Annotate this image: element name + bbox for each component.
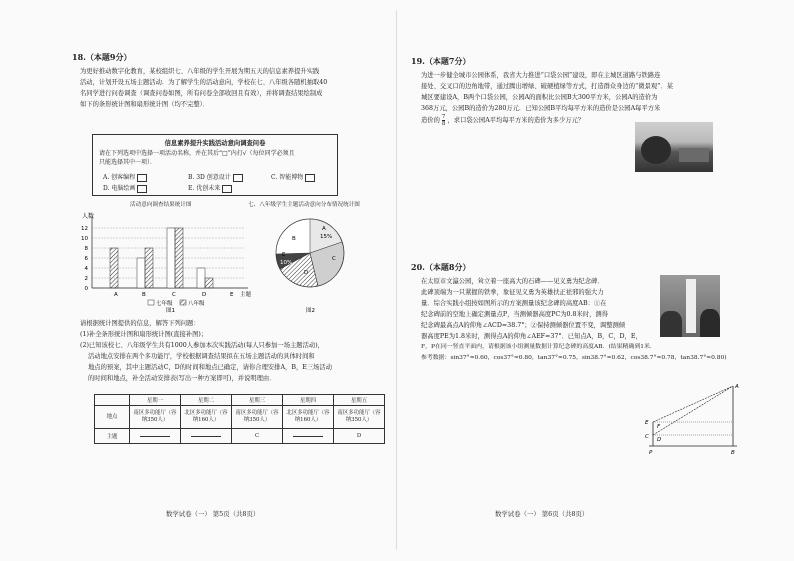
checkbox-icon	[137, 174, 147, 182]
bar-chart-title: 活动意向调查结果统计图	[130, 202, 192, 208]
survey-option-b: B. 3D 创意设计	[188, 172, 243, 182]
survey-option-e: E. 优创未来	[188, 183, 232, 193]
q20-line: 纪念碑最高点A的仰角∠ACD=38.7°；②保持测倾器位置不变，调整测倾	[421, 322, 626, 329]
table-cell: 北区多功能厅（容纳160人）	[181, 406, 232, 429]
q18-intro-line: 名同学进行问卷调查（调查问卷如图，所有问卷全部收回且有效），并将调查结果绘制成	[80, 90, 323, 97]
survey-instruction-1: 请在下列选项中选择一项活动名称，并在其后“□”内打√（每位同学必须且	[99, 150, 295, 157]
bar-chart-caption: 图1	[166, 308, 175, 313]
bar	[110, 248, 118, 288]
checkbox-icon	[137, 185, 147, 193]
y-tick-label: 0	[84, 286, 88, 292]
bar	[137, 258, 145, 288]
pie-label: D	[304, 270, 309, 276]
page-footer: 数学试卷（一） 第5页（共8页）	[166, 510, 260, 518]
q20-line: 在太原市文瀛公园，耸立着一座高大的石碑——见义勇为纪念碑．	[421, 278, 604, 285]
q18-intro-line: 如下的条形统计图和扇形统计图（均不完整）．	[80, 101, 210, 108]
legend-swatch	[148, 300, 154, 305]
table-cell: 北区多功能厅（容纳160人）	[283, 406, 334, 429]
sight-line	[653, 386, 733, 435]
pie-label: E	[282, 252, 286, 258]
park-photo	[635, 122, 713, 172]
y-tick-label: 2	[84, 276, 88, 282]
bar	[175, 228, 183, 288]
q19-line: 为进一步健全城市公园体系，我省大力推进“口袋公园”建设，即在主城区道路与铁路连	[421, 72, 661, 79]
survey-instruction-2: 只能选择其中一项）．	[99, 159, 157, 166]
geometry-figure	[637, 380, 747, 458]
survey-box	[92, 134, 338, 196]
pie-label: 15%	[320, 234, 333, 240]
x-tick-label: A	[114, 292, 118, 298]
y-tick-label: 4	[84, 266, 88, 272]
point-label: D	[657, 437, 662, 443]
q20-body-top	[421, 276, 653, 342]
q20-body-bottom	[421, 342, 767, 364]
x-axis-label: 主题	[240, 292, 252, 298]
q19-line: 城区要建设A，B两个口袋公园，公园A的面积比公园B大300平方米，公园A的造价为	[421, 94, 658, 101]
pie-chart-title: 七、八年级学生主题活动意向分布情况统计图	[248, 202, 360, 208]
answer-blank[interactable]	[130, 429, 181, 444]
q18-question-line: 请根据统计图提供的信息，解答下列问题：	[80, 320, 200, 327]
table-row	[95, 406, 385, 429]
q20-line: F，P在同一竖直平面内，请根据该小组测量数据计算纪念碑的高度AB．(结果精确到1米．	[421, 344, 656, 350]
q19-line-with-fraction: 造价的 $\frac{7}{8}$ ，求口袋公园A平均每平方米的造价为多少万元？	[421, 114, 585, 127]
x-tick-label: B	[142, 292, 146, 298]
table-header-cell: 星期一	[130, 395, 181, 406]
legend-swatch	[180, 300, 186, 305]
q18-question-line: (2)已知该校七、八年级学生共有1000人参加本次实践活动(每人只参加一场主题活动)，	[80, 342, 324, 349]
point-label: A	[735, 384, 739, 390]
point-label: B	[731, 450, 735, 456]
bar	[205, 278, 213, 288]
point-label: C	[645, 434, 649, 440]
q20-line: 纪念碑前的空地上确定测量点P，当测倾器高度PC为0.8米时，测得	[421, 311, 609, 318]
legend-label: 八年级	[188, 301, 205, 307]
table-cell: 南区多功能厅（容纳350人）	[130, 406, 181, 429]
q18-intro-line: 活动，计划开设五场主题活动．为了解学生的活动意向，学校在七、八年级各随机抽取40	[80, 79, 328, 86]
table-header-cell: 星期二	[181, 395, 232, 406]
pie-label: 10%	[280, 260, 293, 266]
y-tick-label: 6	[84, 256, 88, 262]
table-row	[95, 395, 385, 406]
q20-heading: 20.（本题8分）	[411, 262, 471, 272]
schedule-table	[94, 394, 385, 444]
q18-question-line: 的时间和地点，补全活动安排表(写出一种方案即可)，并说明理由．	[88, 375, 276, 382]
x-tick-label: C	[172, 292, 176, 298]
legend-label: 七年级	[156, 301, 173, 307]
y-tick-label: 10	[81, 236, 88, 242]
q18-question-line: (1)补全条形统计图和扇形统计图(直接补图)；	[80, 331, 208, 338]
bar-chart-ylabel: 人数	[82, 213, 95, 220]
point-label: F	[657, 424, 661, 430]
table-cell: D	[334, 429, 385, 444]
checkbox-icon	[305, 174, 315, 182]
table-row-label: 主题	[95, 429, 130, 444]
bar	[145, 248, 153, 288]
fraction: $\frac{7}{8}$	[441, 114, 446, 127]
table-row	[95, 429, 385, 444]
bar-chart	[80, 208, 260, 313]
q19-line: 接处、交叉口的边角地带，通过腾出增绿、破硬植绿等方式，打造群众身边的“微景观”．某	[421, 83, 674, 90]
q18-question-line: 活动地点安排在两个多功能厅，学校根据调查结果拟在五场主题活动的具体时间和	[88, 353, 315, 360]
x-tick-label: D	[202, 292, 207, 298]
table-row-label: 地点	[95, 406, 130, 429]
table-cell: 南区多功能厅（容纳350人）	[334, 406, 385, 429]
page-footer: 数学试卷（一） 第6页（共8页）	[495, 510, 589, 518]
table-header-cell: 星期三	[232, 395, 283, 406]
pie-label: B	[292, 236, 296, 242]
q18-intro	[80, 66, 380, 110]
checkbox-icon	[222, 185, 232, 193]
answer-blank[interactable]	[283, 429, 334, 444]
point-label: E	[645, 420, 649, 426]
answer-blank[interactable]	[181, 429, 232, 444]
q20-line: 此碑顶端为一只紧握的铁拳，象征见义勇为英雄扶正祛邪的强大力	[421, 289, 604, 296]
q19-line: 368万元，公园B的造价为280万元．已知公园B平均每平方米的造价是公园A每平方米	[421, 105, 661, 112]
point-label: P	[649, 450, 653, 456]
bar	[167, 228, 175, 288]
pie-label: C	[332, 256, 336, 262]
y-tick-label: 8	[84, 246, 88, 252]
q18-heading: 18.（本题9分）	[72, 52, 132, 62]
x-tick-label: E	[230, 292, 234, 298]
q18-questions	[80, 318, 382, 384]
survey-option-d: D. 电脑绘画	[103, 183, 147, 193]
pie-label: A	[322, 226, 326, 232]
survey-title: 信息素养提升实践活动意向调查问卷	[164, 140, 266, 147]
q20-line: 量．综合实践小组按如图所示的方案测量该纪念碑的高度AB：①在	[421, 300, 607, 307]
monument-photo	[660, 275, 720, 337]
survey-option-a: A. 创客编程	[103, 172, 147, 182]
table-cell: C	[232, 429, 283, 444]
q18-intro-line: 为更好推动数字化教育，某校组织七、八年级的学生开展为期五天的信息素养提升实践	[80, 68, 320, 75]
right-page	[397, 0, 794, 561]
y-tick-label: 12	[81, 226, 88, 232]
q20-line: 器高度PE为1.8米时，测得点A的仰角∠AEF=37°．已知点A，B，C，D，E，	[421, 333, 642, 340]
pie-chart-caption: 图2	[306, 308, 315, 313]
checkbox-icon	[233, 174, 243, 182]
bar	[197, 268, 205, 288]
q18-question-line: 地点的预案，其中主题活动C，D的时间和地点已确定，请你合理安排A，B，E三场活动	[88, 364, 333, 371]
table-header-cell: 星期五	[334, 395, 385, 406]
q19-heading: 19.（本题7分）	[411, 56, 471, 66]
survey-instruction	[99, 149, 331, 167]
pie-chart	[262, 208, 362, 313]
survey-option-c: C. 智能博物	[271, 172, 315, 182]
table-header-cell: 星期四	[283, 395, 334, 406]
q19-body	[421, 70, 749, 127]
sight-line	[653, 386, 733, 422]
table-cell: 南区多功能厅（容纳350人）	[232, 406, 283, 429]
q20-line: 参考数据：sin37°≈0.60，cos37°≈0.80，tan37°≈0.75，sin38.7°≈0.62，cos38.7°≈0.78，tan38.7°≈0.80)	[421, 355, 727, 361]
